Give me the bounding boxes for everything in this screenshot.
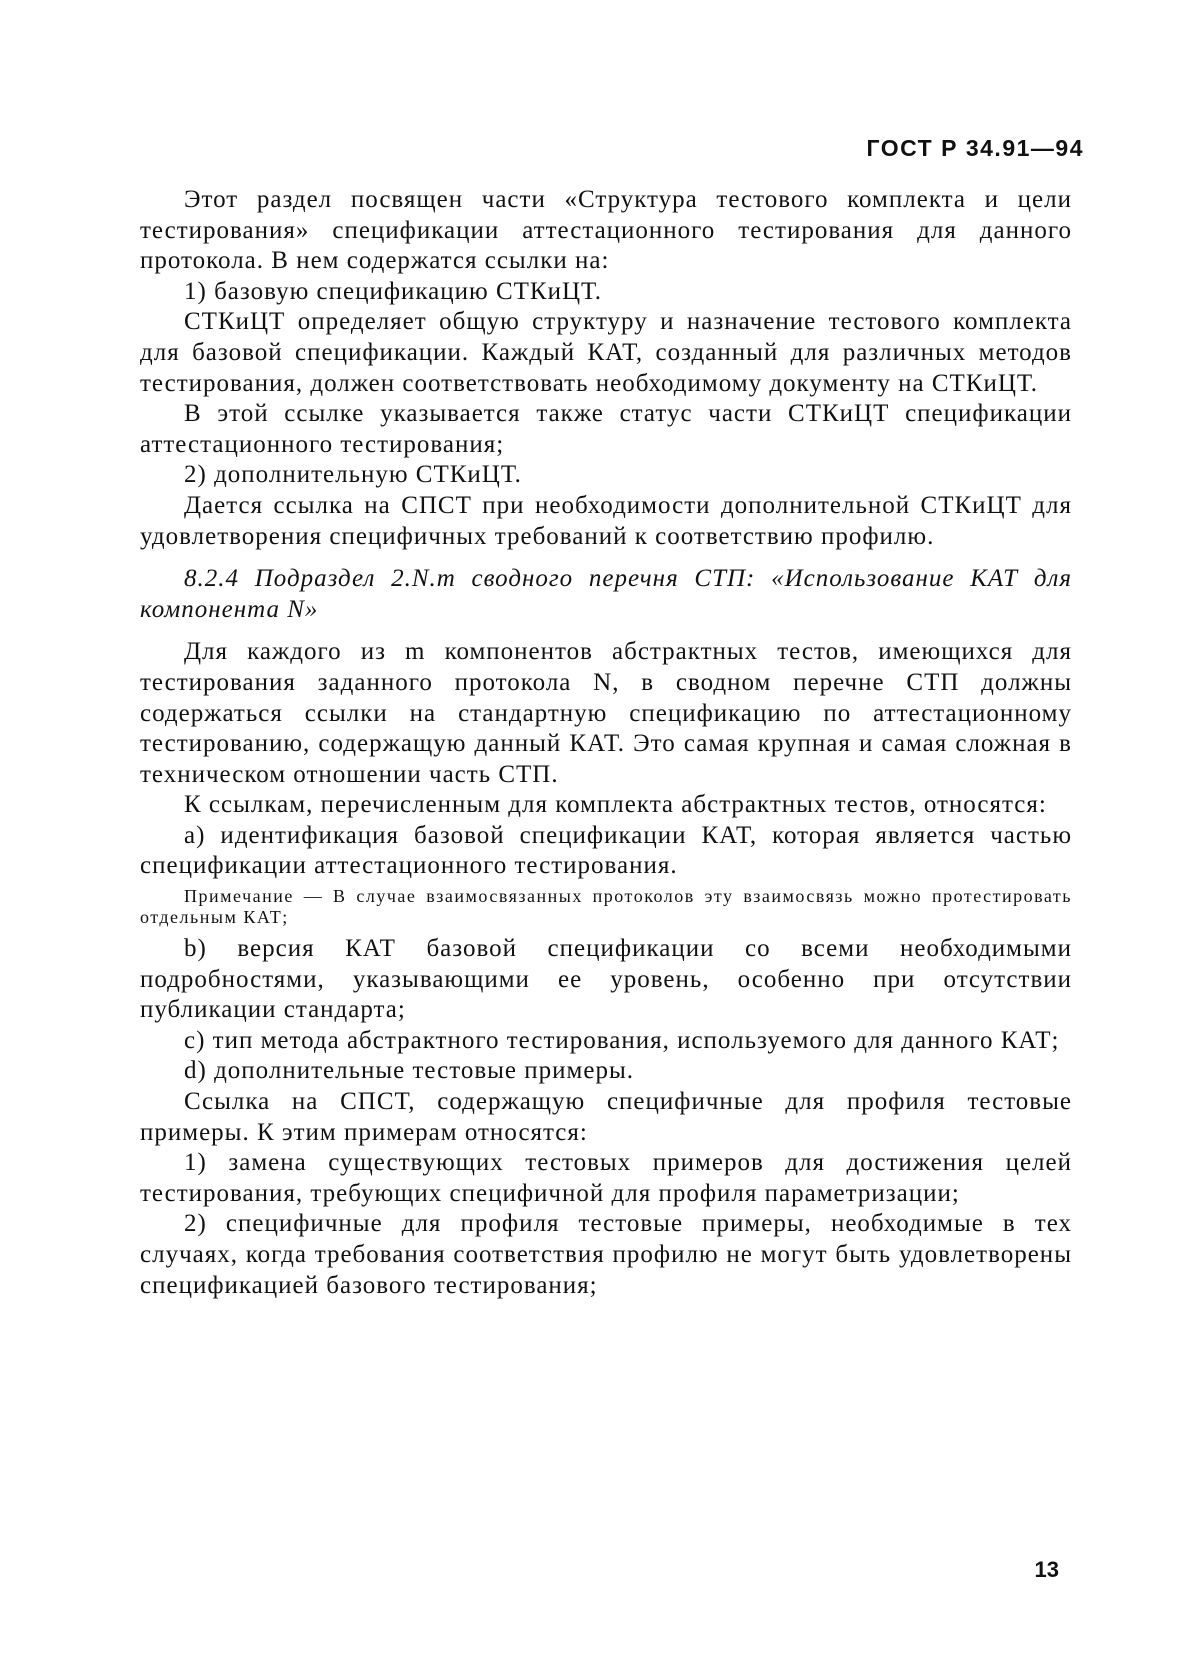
- paragraph: В этой ссылке указывается также статус части СТКиЦТ спецификации аттестационного тестирования;: [140, 400, 1072, 458]
- standard-header: ГОСТ Р 34.91—94: [866, 135, 1084, 161]
- paragraph: СТКиЦТ определяет общую структуру и назначение тестового комплекта для базовой спецификации. Каждый КАТ, созданный для различных методов тестирования, должен соответствовать необходимому документу на СТКиЦТ.: [140, 308, 1072, 397]
- list-item: 2) специфичные для профиля тестовые примеры, необходимые в тех случаях, когда требования соответствия профилю не могут быть удовлетворены спецификацией базового тестирования;: [140, 1210, 1072, 1299]
- page-number: 13: [1034, 1557, 1059, 1582]
- paragraph: Ссылка на СПСТ, содержащую специфичные для профиля тестовые примеры. К этим примерам относятся:: [140, 1088, 1072, 1146]
- body-text: [140, 185, 1072, 1301]
- paragraph: Этот раздел посвящен части «Структура тестового комплекта и цели тестирования» спецификации аттестационного тестирования для данного протокола. В нем содержатся ссылки на:: [140, 186, 1072, 275]
- section-heading: 8.2.4 Подраздел 2.N.m сводного перечня СТП: «Использование КАТ для компонента N»: [140, 565, 1072, 623]
- list-item: 1) замена существующих тестовых примеров для достижения целей тестирования, требующих специфичной для профиля параметризации;: [140, 1149, 1072, 1207]
- note: Примечание — В случае взаимосвязанных протоколов эту взаимосвязь можно протестировать отдельным КАТ;: [140, 886, 1072, 928]
- list-item: 2) дополнительную СТКиЦТ.: [184, 461, 522, 489]
- paragraph: К ссылкам, перечисленным для комплекта абстрактных тестов, относятся:: [184, 791, 1047, 819]
- list-item: a) идентификация базовой спецификации КАТ, которая является частью спецификации аттестационного тестирования.: [140, 821, 1072, 880]
- list-item: 1) базовую спецификацию СТКиЦТ.: [184, 277, 603, 305]
- list-item: b) версия КАТ базовой спецификации со всеми необходимыми подробностями, указывающими ее уровень, особенно при отсутствии публикации стандарта;: [140, 935, 1072, 1024]
- list-item: d) дополнительные тестовые примеры.: [184, 1057, 635, 1085]
- list-item: c) тип метода абстрактного тестирования, используемого для данного КАТ;: [184, 1026, 1060, 1054]
- paragraph: Дается ссылка на СПСТ при необходимости дополнительной СТКиЦТ для удовлетворения специфичных требований к соответствию профилю.: [140, 491, 1072, 550]
- paragraph: Для каждого из m компонентов абстрактных тестов, имеющихся для тестирования заданного протокола N, в сводном перечне СТП должны содержаться ссылки на стандартную спецификацию по аттестационному тестированию, содержащую данный КАТ. Это самая крупная и самая сложная в техническом отношении часть СТП.: [140, 638, 1072, 788]
